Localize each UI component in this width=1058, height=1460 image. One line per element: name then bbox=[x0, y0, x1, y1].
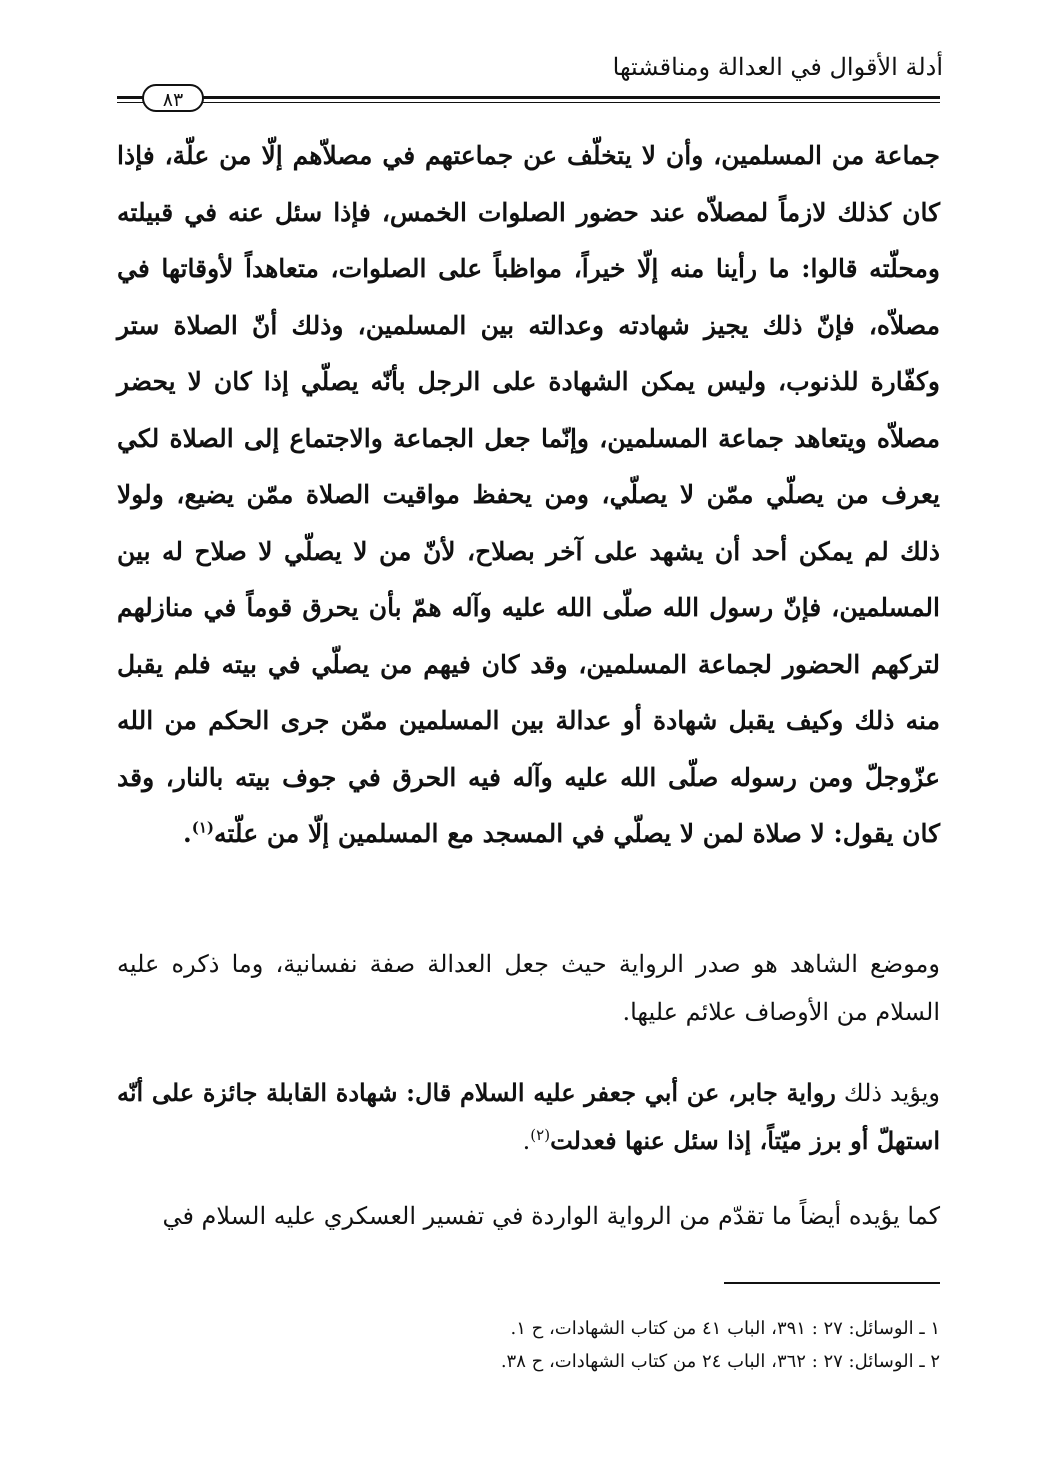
header-rule-thick bbox=[117, 96, 940, 99]
footnote-1: ١ ـ الوسائل: ٢٧ : ٣٩١، الباب ٤١ من كتاب الشهادات، ح ١. bbox=[510, 1318, 940, 1339]
paragraph-lead: ويؤيد ذلك bbox=[843, 1079, 940, 1107]
footnote-ref-2: (٢) bbox=[530, 1126, 551, 1144]
commentary-paragraph bbox=[117, 940, 940, 1036]
footnote-separator bbox=[724, 1282, 940, 1284]
running-title: أدلة الأقوال في العدالة ومناقشتها bbox=[612, 53, 943, 81]
full-stop: . bbox=[522, 1127, 531, 1155]
header-rule-thin bbox=[117, 102, 940, 103]
continuation-paragraph bbox=[117, 1192, 940, 1240]
footnote-2: ٢ ـ الوسائل: ٢٧ : ٣٦٢، الباب ٢٤ من كتاب الشهادات، ح ٣٨. bbox=[500, 1351, 940, 1372]
page-number: ٨٣ bbox=[142, 84, 204, 112]
supporting-narration-paragraph bbox=[117, 1069, 940, 1165]
narration-text: رواية جابر، عن أبي جعفر عليه السلام قال: شهادة القابلة جائزة على أنّه استهلّ أو برز ميّتاً، إذا سئل عنها فعدلت bbox=[117, 1078, 940, 1155]
quoted-narration-paragraph bbox=[117, 128, 940, 863]
footnote-ref-1: (١) bbox=[191, 818, 214, 837]
paragraph-text: كما يؤيده أيضاً ما تقدّم من الرواية الواردة في تفسير العسكري عليه السلام في bbox=[162, 1202, 940, 1230]
paragraph-text: وموضع الشاهد هو صدر الرواية حيث جعل العدالة صفة نفسانية، وما ذكره عليه السلام من الأوصاف علائم عليها. bbox=[117, 950, 940, 1026]
paragraph-text: جماعة من المسلمين، وأن لا يتخلّف عن جماعتهم في مصلاّهم إلّا من علّة، فإذا كان كذلك لازماً لمصلاّه عند حضور الصلوات الخمس، فإذا سئل عنه في قبيلته ومحلّته قالوا: ما رأينا منه إلّا خيراً، مواظباً على الصلوات، متعاهداً لأوقاتها في مصلاّه، فإنّ ذلك يجيز شهادته وعدالته بين المسلمين، وذلك أنّ الصلاة ستر وكفّارة للذنوب، وليس يمكن الشهادة على الرجل بأنّه يصلّي إذا كان لا يحضر مصلاّه ويتعاهد جماعة المسلمين، وإنّما جعل الجماعة والاجتماع إلى الصلاة لكي يعرف من يصلّي ممّن لا يصلّي، ومن يحفظ مواقيت الصلاة ممّن يضيع، ولولا ذلك لم يمكن أحد أن يشهد على آخر بصلاح، لأنّ من لا يصلّي لا صلاح له بين المسلمين، فإنّ رسول الله صلّى الله عليه وآله همّ بأن يحرق قوماً في منازلهم لتركهم الحضور لجماعة المسلمين، وقد كان فيهم من يصلّي في بيته فلم يقبل منه ذلك وكيف يقبل شهادة أو عدالة بين المسلمين ممّن جرى الحكم من الله عزّوجلّ ومن رسوله صلّى الله عليه وآله فيه الحرق في جوف بيته بالنار، وقد كان يقول: لا صلاة لمن لا يصلّي في المسجد مع المسلمين إلّا من علّته bbox=[117, 141, 940, 848]
footnotes bbox=[501, 1312, 940, 1378]
full-stop: . bbox=[182, 819, 192, 848]
